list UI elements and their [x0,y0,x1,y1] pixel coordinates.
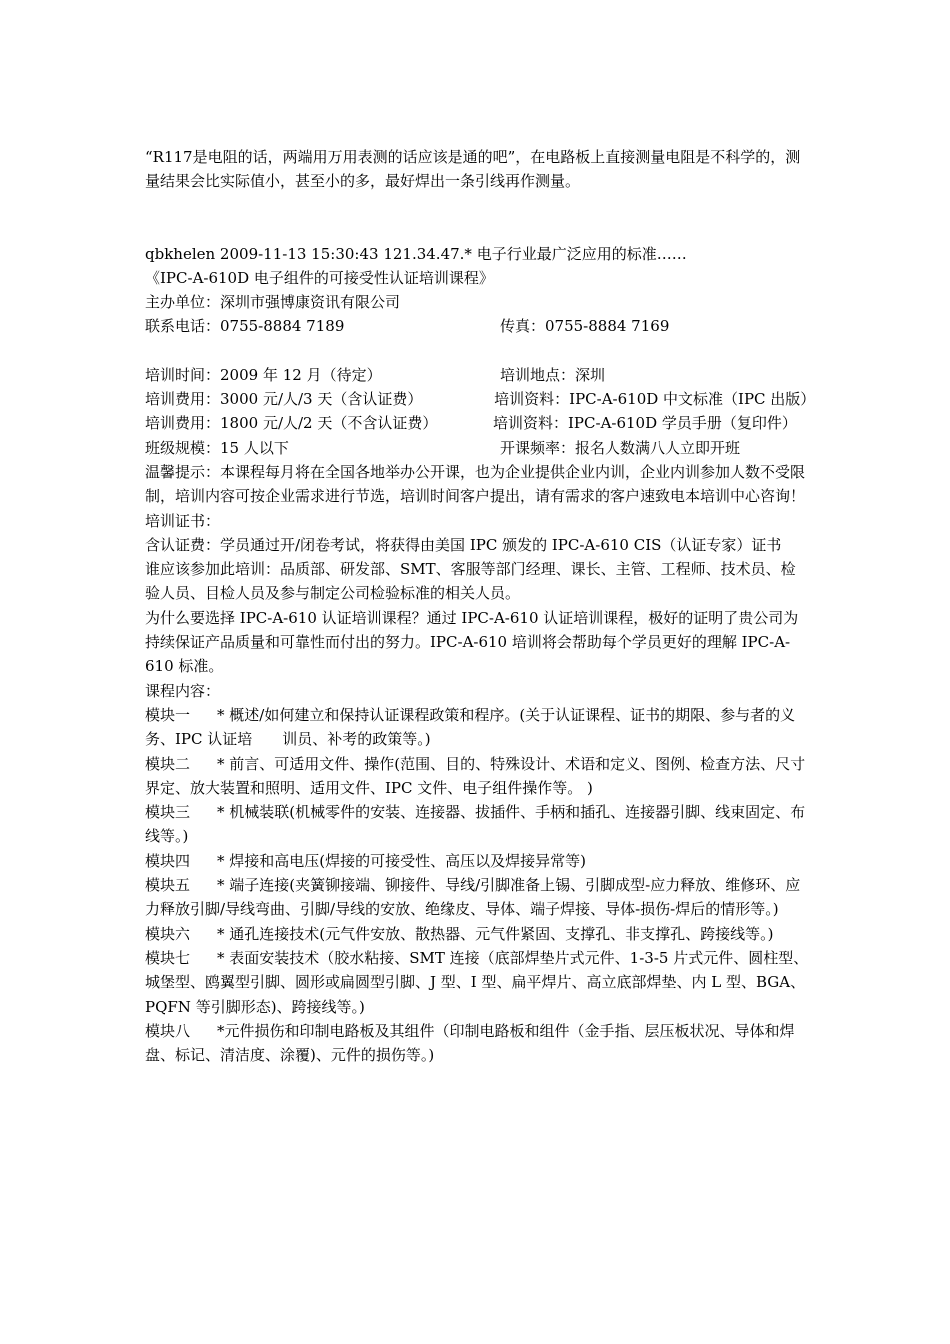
training-fee: 培训费用：3000 元/人/3 天（含认证费） [145,390,423,409]
module-label: 模块五 [145,876,191,895]
class-size: 班级规模：15 人以下 [145,438,289,457]
module-label: 模块三 [145,803,191,822]
module-item [145,703,810,752]
document-body [145,145,816,1067]
course-title: 《IPC-A-610D 电子组件的可接受性认证培训课程》 [145,268,494,287]
module-item [145,849,810,873]
organizer: 主办单位：深圳市强博康资讯有限公司 [145,293,401,312]
module-text: * 表面安装技术（胶水粘接、SMT 连接（底部焊垫片式元件、1-3-5 片式元件、圆柱型、城堡型、鸥翼型引脚、圆形或扁圆型引脚、J 型、I 型、扁平焊片、高立底部焊垫、内 L 型、BGA、PQFN 等引脚形态)、跨接线等。) [145,948,809,1016]
module-item [145,752,810,801]
module-label: 模块四 [145,851,191,870]
module-item [145,873,810,922]
spacer [145,339,810,363]
cert-heading: 培训证书： [145,511,221,530]
intro-paragraph: “R117是电阻的话，两端用万用表测的话应该是通的吧”，在电路板上直接测量电阻是不科学的，测量结果会比实际值小，甚至小的多，最好焊出一条引线再作测量。 [145,148,801,191]
training-material: 培训资料：IPC-A-610D 中文标准（IPC 出版） [494,390,816,409]
why-paragraph: 为什么要选择 IPC-A-610 认证培训课程？通过 IPC-A-610 认证培训课程，极好的证明了贵公司为持续保证产品质量和可靠性而付出的努力。IPC-A-610 培训将会帮助每个学员更好的理解 IPC-A-610 标准。 [145,608,799,676]
module-label: 模块二 [145,754,191,773]
post-header: qbkhelen 2009-11-13 15:30:43 121.34.47.* 电子行业最广泛应用的标准…… [145,244,687,263]
module-label: 模块六 [145,924,191,943]
module-item [145,1019,810,1068]
module-text: * 机械装联(机械零件的安装、连接器、拔插件、手柄和插孔、连接器引脚、线束固定、布线等。) [145,803,806,846]
module-text: * 端子连接(夹簧铆接端、铆接件、导线/引脚准备上锡、引脚成型-应力释放、维修环、应力释放引脚/导线弯曲、引脚/导线的安放、绝缘皮、导体、端子焊接、导体-损伤-焊后的情形等。) [145,876,801,919]
contact-row [145,314,810,338]
fax: 传真：0755-8884 7169 [500,317,670,336]
module-label: 模块一 [145,705,191,724]
module-item [145,922,810,946]
module-text: * 焊接和高电压(焊接的可接受性、高压以及焊接异常等) [217,851,586,870]
training-fee: 培训费用：1800 元/人/2 天（不含认证费） [145,414,438,433]
module-text: * 概述/如何建立和保持认证课程政策和程序。(关于认证课程、证书的期限、参与者的义务、IPC 认证培 训员、补考的政策等。) [145,705,796,749]
training-place: 培训地点：深圳 [500,365,606,384]
content-heading: 课程内容： [145,681,221,700]
info-row [145,411,810,435]
info-row [145,363,810,387]
module-label: 模块七 [145,948,191,967]
module-item [145,800,810,849]
class-frequency: 开课频率：报名人数满八人立即开班 [500,438,741,457]
module-label: 模块八 [145,1021,191,1040]
module-text: *元件损伤和印制电路板及其组件（印制电路板和组件（金手指、层压板状况、导体和焊盘、标记、清洁度、涂覆)、元件的损伤等。) [145,1021,795,1065]
training-time: 培训时间：2009 年 12 月（待定） [145,365,382,384]
phone: 联系电话：0755-8884 7189 [145,317,345,336]
training-material: 培训资料：IPC-A-610D 学员手册（复印件） [493,414,797,433]
module-item [145,946,810,1019]
module-text: * 前言、可适用文件、操作(范围、目的、特殊设计、术语和定义、图例、检查方法、尺寸界定、放大装置和照明、适用文件、IPC 文件、电子组件操作等。 ) [145,754,806,797]
tip-paragraph: 温馨提示：本课程每月将在全国各地举办公开课，也为企业提供企业内训，企业内训参加人数不受限制，培训内容可按企业需求进行节选，培训时间客户提出，请有需求的客户速致电本培训中心咨询！ [145,462,806,506]
cert-text: 含认证费：学员通过开/闭卷考试，将获得由美国 IPC 颁发的 IPC-A-610 CIS（认证专家）证书 [145,535,782,554]
spacer [145,194,810,242]
module-text: * 通孔连接技术(元气件安放、散热器、元气件紧固、支撑孔、非支撑孔、跨接线等。) [217,924,774,943]
info-row [145,436,810,460]
info-row [145,387,816,411]
audience-paragraph: 谁应该参加此培训：品质部、研发部、SMT、客服等部门经理、课长、主管、工程师、技术员、检验人员、目检人员及参与制定公司检验标准的相关人员。 [145,560,796,603]
